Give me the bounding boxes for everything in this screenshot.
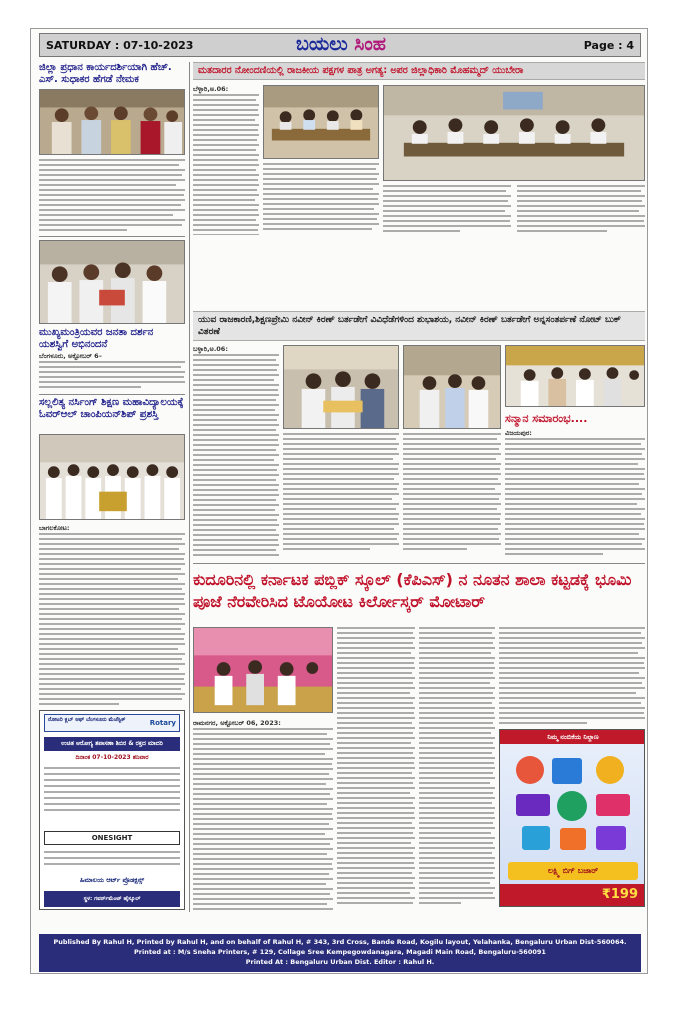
- column-divider: [189, 62, 190, 912]
- photo-main-top-2: [383, 85, 645, 181]
- article-main-bottom-col2: [337, 627, 415, 911]
- ad-left-brand3: ಹಿಮಾಲಯ ಆರ್ಟ್‌ ಪ್ರೊಡಕ್ಷನ್ಸ್: [79, 876, 145, 884]
- photo-main-top-1: [263, 85, 379, 159]
- article-main-bottom-col3: [419, 627, 495, 911]
- article-left-top-headline: ಜಿಲ್ಲಾ ಪ್ರಧಾನ ಕಾರ್ಯದರ್ಶಿಯಾಗಿ ಹೆಚ್. ಎಸ್. ಸುಧಾಕರ ಹೆಗಡೆ ನೇಮಕ: [39, 62, 172, 85]
- article-main-top-col4: [517, 185, 645, 235]
- ad-left-line4: ಸ್ಥಳ: ಗವರ್ನ್‌ಮೆಂಟ್ ಹೈಸ್ಕೂಲ್: [44, 891, 180, 907]
- imprint-line2: Printed at : M/s Sneha Printers, # 129, Collage Sree Kempegowdanagara, Magadi Main Road, Bengaluru-560091: [134, 948, 546, 956]
- article-right-mid-body: [505, 429, 645, 559]
- ad-left-text-2: [44, 851, 180, 875]
- photo-left-mid: [39, 240, 185, 324]
- ad-right-price: ₹199: [601, 887, 638, 902]
- article-left-sports-headline: ಸಲ್ಲಲಿತ್ಯ ನರ್ಸಿಂಗ್ ಶಿಕ್ಷಣ ಮಹಾವಿದ್ಯಾಲಯಕ್ಕೆ ಓವರ್‌ಆಲ್ ಚಾಂಪಿಯನ್‌ಶಿಪ್ ಪ್ರಶಸ್ತಿ: [39, 397, 184, 420]
- article-main-top-col2: [263, 163, 379, 235]
- article-main-mid-col1: [193, 345, 279, 559]
- photo-main-mid-2: [403, 345, 501, 429]
- photo-right-mid: [505, 345, 645, 407]
- article-right-mid-lead: ವಿಜಯಪುರ:: [505, 429, 532, 437]
- article-main-top-col3: [383, 185, 511, 235]
- photo-main-bottom: [193, 627, 333, 713]
- article-left-top: [39, 62, 185, 86]
- article-main-bottom: [193, 569, 645, 613]
- photo-left-sports: [39, 434, 185, 520]
- advertisement-left: [39, 710, 185, 910]
- imprint-line1: Published By Rahul H, Printed by Rahul H, and on behalf of Rahul H, # 343, 3rd Cross, Bande Road, Kogilu layout, Yelahanka, Bengaluru Urban Dist-560064.: [53, 938, 627, 946]
- ad-right-line1: ನಿಮ್ಮ ನಂಬಿಕೆಯ ನಿಲ್ದಾಣ: [500, 730, 645, 744]
- rotary-logo: Rotary: [149, 719, 176, 727]
- article-main-mid-banner: [193, 311, 645, 341]
- ad-left-line3: ದಿನಾಂಕ 07-10-2023 ಶನಿವಾರ: [75, 754, 149, 761]
- article-left-mid: [39, 327, 185, 351]
- article-main-bottom-col1: [193, 719, 333, 911]
- article-main-mid-headline: ಯುವ ರಾಜಕಾರಣಿ,ಶಿಕ್ಷಣಪ್ರೇಮಿ ನವೀನ್ ಕಿರಣ್ ಬರ್ತಡೇಗೆ ವಿವಿಧೆಡೆಗಳಿಂದ ಶುಭಾಶಯ, ನವೀನ್ ಕಿರಣ್ ಬರ್ತಡೇಗೆ ಅನ್ನಸಂತರ್ಪಣೆ ನೋಟ್ ಬುಕ್ ವಿತರಣೆ: [198, 315, 621, 337]
- article-left-top-body: [39, 159, 185, 234]
- divider: [39, 394, 185, 395]
- ad-left-header: [44, 714, 180, 732]
- issue-date: SATURDAY : 07-10-2023: [46, 39, 194, 52]
- article-main-bottom-lead: ರಾಮನಗರ, ಅಕ್ಟೋಬರ್ 06, 2023:: [193, 719, 281, 727]
- newspaper-title: [270, 33, 412, 57]
- title-part1: ಬಯಲು: [296, 33, 348, 55]
- ad-right-footer: [500, 884, 645, 907]
- ad-left-text: [44, 767, 180, 827]
- masthead: [39, 33, 641, 57]
- article-main-mid-col3: [403, 433, 501, 559]
- ad-left-line1: ರೋಟರಿ ಕ್ಲಬ್ ಆಫ್ ಬೆಂಗಳೂರು ಮೆಜೆಸ್ಟಿಕ್: [48, 717, 126, 723]
- ad-right-line2: ಲಕ್ಷ್ಮಿ ಬಿಗ್ ಬಜಾರ್: [508, 862, 638, 880]
- article-main-top-headline: ಮತದಾರರ ನೋಂದಣಿಯಲ್ಲಿ ರಾಜಕೀಯ ಪಕ್ಷಗಳ ಪಾತ್ರ ಅಗತ್ಯ: ಅಪರ ಜಿಲ್ಲಾಧಿಕಾರಿ ಮೊಹಮ್ಮದ್ ಯುಬೇರಾ: [198, 65, 524, 76]
- article-main-bottom-col4: [499, 627, 645, 725]
- imprint-footer: [39, 934, 641, 972]
- article-main-mid-lead: ಬಳ್ಳಾರಿ,ಅ.06:: [193, 345, 228, 353]
- article-main-top-banner: [193, 62, 645, 80]
- article-main-top-lead: ಬೆಳ್ಳಾರಿ,ಅ.06:: [193, 85, 229, 93]
- article-main-bottom-headline: ಕುದೂರಿನಲ್ಲಿ ಕರ್ನಾಟಕ ಪಬ್ಲಿಕ್ ಸ್ಕೂಲ್ (ಕೆಪಿಎಸ್) ನ ನೂತನ ಶಾಲಾ ಕಟ್ಟಡಕ್ಕೆ ಭೂಮಿ ಪೂಜೆ ನೆರವೇರಿಸಿದ ಟೊಯೋಟ ಕಿರ್ಲೋಸ್ಕರ್ ಮೋಟಾರ್: [193, 570, 632, 611]
- article-left-sports: [39, 397, 185, 421]
- article-left-sports-body: [39, 524, 185, 706]
- article-left-mid-body: [39, 352, 185, 392]
- ad-right-products-illustration: [506, 748, 640, 858]
- ad-left-line2: ಉಚಿತ ಆರೋಗ್ಯ ತಪಾಸಣಾ ಶಿಬಿರ & ರಕ್ತದ ಮಾದರಿ: [44, 737, 180, 751]
- article-main-top-col1: [193, 85, 259, 235]
- divider: [193, 563, 645, 564]
- article-left-sports-lead: ಬಾಗಲಕೋಟ:: [39, 524, 70, 532]
- imprint-line3: Printed At : Bengaluru Urban Dist. Editor : Rahul H.: [245, 958, 435, 966]
- divider: [39, 236, 185, 237]
- title-part2: ಸಿಂಹ: [354, 33, 386, 55]
- article-main-mid-col2: [283, 433, 399, 559]
- newspaper-page: [30, 28, 648, 974]
- advertisement-right: [499, 729, 645, 907]
- page-number: Page : 4: [583, 39, 634, 52]
- photo-left-top: [39, 89, 185, 155]
- article-left-mid-headline: ಮುಖ್ಯಮಂತ್ರಿಯವರ ಜನತಾ ದರ್ಶನ ಯಶಸ್ವಿಗೆ ಅಭಿನಂದನೆ: [39, 327, 154, 350]
- onesight-logo: ONESIGHT: [44, 831, 180, 845]
- photo-main-mid-1: [283, 345, 399, 429]
- article-right-mid: [505, 413, 645, 425]
- article-right-mid-headline: ಸನ್ಮಾನ ಸಮಾರಂಭ....: [505, 412, 588, 425]
- article-left-mid-lead: ಬೆಂಗಳೂರು, ಅಕ್ಟೋಬರ್ 6–: [39, 352, 102, 360]
